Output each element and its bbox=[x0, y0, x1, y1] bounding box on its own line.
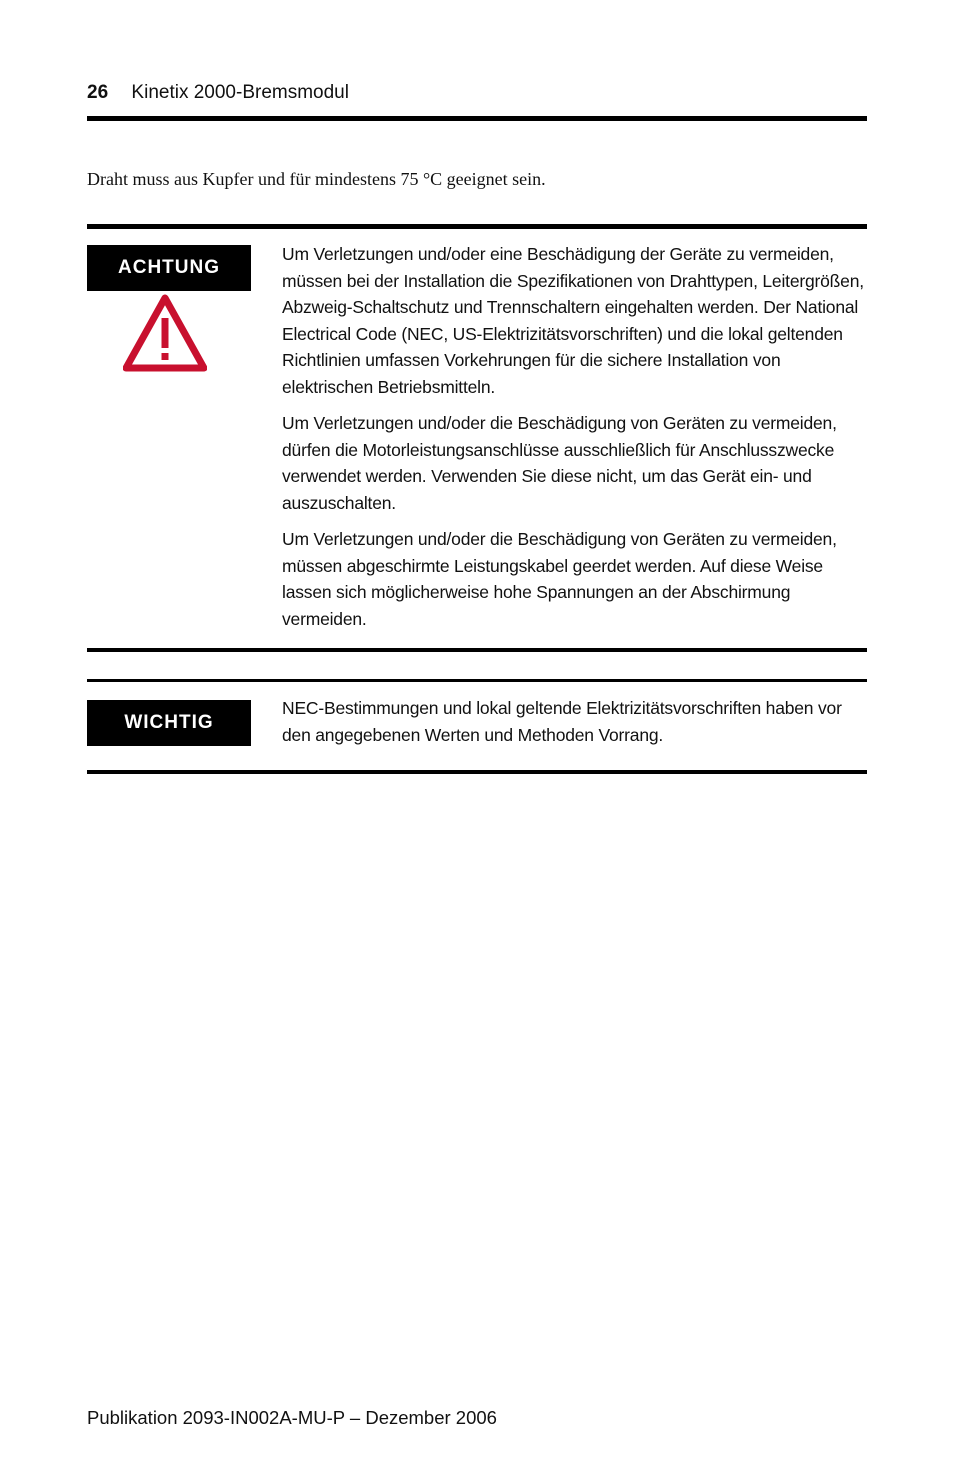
important-text bbox=[282, 695, 872, 758]
publication-footer: Publikation 2093-IN002A-MU-P – Dezember 2006 bbox=[87, 1407, 497, 1428]
attention-text bbox=[282, 241, 872, 642]
warning-triangle-icon bbox=[123, 294, 207, 372]
attention-top-rule bbox=[87, 224, 867, 229]
important-bottom-rule bbox=[87, 770, 867, 774]
intro-text: Draht muss aus Kupfer und für mindestens 75 °C geeignet sein. bbox=[87, 169, 546, 189]
page-number: 26 bbox=[87, 82, 109, 103]
attention-paragraph-2: Um Verletzungen und/oder die Beschädigung von Geräten zu vermeiden, dürfen die Motorleistungsanschlüsse ausschließlich für Anschlusszwecke verwendet werden. Verwenden Sie diese nicht, um das Gerät ein- und auszuschalten. bbox=[282, 413, 837, 513]
important-label: WICHTIG bbox=[87, 700, 251, 746]
important-paragraph: NEC-Bestimmungen und lokal geltende Elektrizitätsvorschriften haben vor den angegebenen Werten und Methoden Vorrang. bbox=[282, 698, 842, 745]
attention-bottom-rule bbox=[87, 648, 867, 652]
running-header bbox=[87, 82, 349, 104]
important-top-rule bbox=[87, 679, 867, 682]
document-title: Kinetix 2000-Bremsmodul bbox=[131, 82, 349, 103]
attention-paragraph-3: Um Verletzungen und/oder die Beschädigung von Geräten zu vermeiden, müssen abgeschirmte Leistungskabel geerdet werden. Auf diese Weise lassen sich möglicherweise hohe Spannungen an der Abschirmung vermeiden. bbox=[282, 529, 837, 629]
header-rule bbox=[87, 116, 867, 121]
attention-label: ACHTUNG bbox=[87, 245, 251, 291]
attention-paragraph-1: Um Verletzungen und/oder eine Beschädigung der Geräte zu vermeiden, müssen bei der Installation die Spezifikationen von Drahttypen, Leitergrößen, Abzweig-Schaltschutz und Trennschaltern eingehalten werden. Der National Electrical Code (NEC, US-Elektrizitätsvorschriften) und die lokal geltenden Richtlinien umfassen Vorkehrungen für die sichere Installation von elektrischen Betriebsmitteln. bbox=[282, 244, 864, 397]
